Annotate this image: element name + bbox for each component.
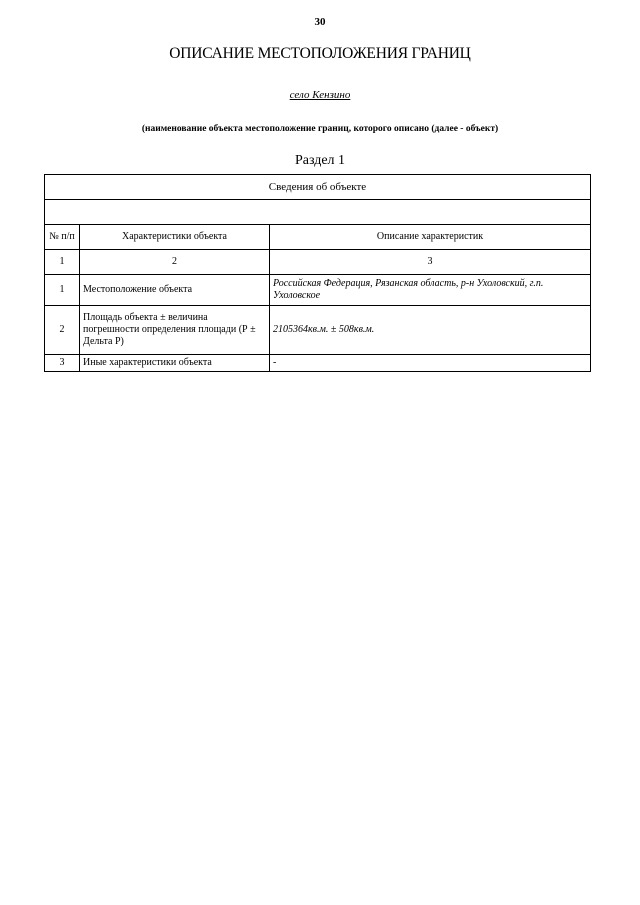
- row-number: 3: [45, 355, 80, 372]
- table-empty-row: [45, 200, 591, 225]
- row-number: 1: [45, 275, 80, 306]
- document-title: ОПИСАНИЕ МЕСТОПОЛОЖЕНИЯ ГРАНИЦ: [169, 45, 471, 62]
- table-header-row: [45, 225, 591, 250]
- header-number: № п/п: [45, 225, 80, 250]
- table-row: [45, 355, 591, 372]
- row-description: 2105364кв.м. ± 508кв.м.: [270, 306, 591, 355]
- header-characteristic: Характеристики объекта: [80, 225, 270, 250]
- table-caption-row: [45, 175, 591, 200]
- column-number-1: 1: [45, 250, 80, 275]
- table-caption: Сведения об объекте: [45, 175, 591, 200]
- page-number: 30: [314, 16, 326, 28]
- object-name-caption: (наименование объекта местоположение границ, которого описано (далее - объект): [141, 124, 499, 134]
- object-info-table: [44, 174, 591, 372]
- row-characteristic: Площадь объекта ± величина погрешности определения площади (Р ± Дельта Р): [80, 306, 270, 355]
- row-description: -: [270, 355, 591, 372]
- column-number-2: 2: [80, 250, 270, 275]
- table-empty-cell: [45, 200, 591, 225]
- row-characteristic: Местоположение объекта: [80, 275, 270, 306]
- row-characteristic: Иные характеристики объекта: [80, 355, 270, 372]
- section-title: Раздел 1: [294, 153, 346, 168]
- table-row: [45, 306, 591, 355]
- row-description: Российская Федерация, Рязанская область, р-н Ухоловский, г.п. Ухоловское: [270, 275, 591, 306]
- table-row: [45, 275, 591, 306]
- column-number-3: 3: [270, 250, 591, 275]
- object-name-text: село Кензино: [289, 89, 351, 101]
- header-description: Описание характеристик: [270, 225, 591, 250]
- table-column-numbers-row: [45, 250, 591, 275]
- row-number: 2: [45, 306, 80, 355]
- object-name: [0, 89, 640, 101]
